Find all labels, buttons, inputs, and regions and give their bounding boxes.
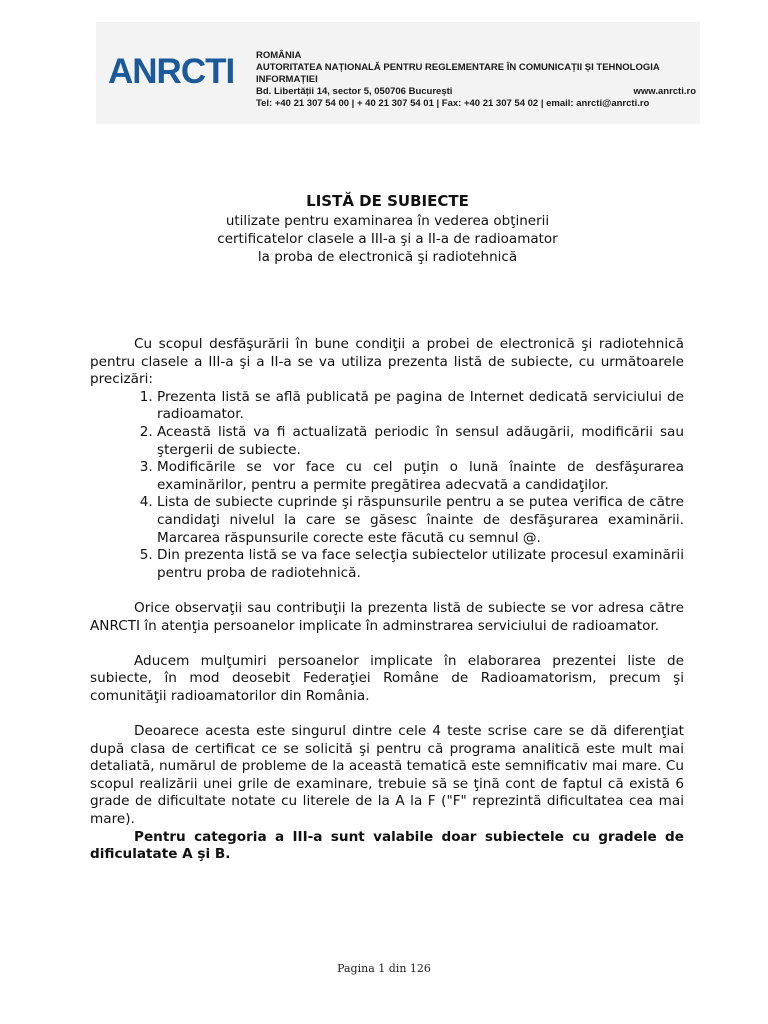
page-title: LISTĂ DE SUBIECTE — [306, 192, 469, 210]
precisions-list — [90, 389, 684, 583]
subtitle-line-1: utilizate pentru examinarea în vederea obţinerii — [225, 213, 550, 229]
anrcti-logo — [108, 52, 234, 92]
category-note: Pentru categoria a III-a sunt valabile doar subiectele cu gradele de dificulatate A şi B. — [90, 828, 684, 863]
page-number: Pagina 1 din 126 — [337, 962, 431, 975]
observations-paragraph: Orice observaţii sau contribuţii la prezenta listă de subiecte se vor adresa către ANRCTI în atenţia persoanelor implicate în adminstrarea serviciului de radioamator. — [90, 599, 684, 634]
subtitle-line-3: la proba de electronică şi radiotehnică — [257, 249, 518, 265]
title-block — [100, 192, 675, 266]
header-country: ROMÂNIA — [256, 50, 302, 61]
header-website: www.anrcti.ro — [633, 86, 696, 97]
header-contacts: Tel: +40 21 307 54 00 | + 40 21 307 54 01 | Fax: +40 21 307 54 02 | email: anrcti@anrcti.ro — [256, 98, 650, 109]
intro-paragraph: Cu scopul desfăşurării în bune condiţii a probei de electronică şi radiotehnică pentru clasele a III-a şi a II-a se va utiliza prezenta listă de subiecte, cu următoarele precizări: — [90, 336, 684, 388]
header-address: Bd. Libertății 14, sector 5, 050706 București — [256, 86, 453, 97]
thanks-paragraph: Aducem mulţumiri persoanelor implicate în elaborarea prezentei liste de subiecte, în mod deosebit Federaţiei Române de Radioamatorism, precum şi comunităţii radioamatorilor din România. — [90, 652, 684, 704]
subtitle-line-2: certificatelor clasele a III-a şi a II-a de radioamator — [217, 231, 558, 247]
document-body — [90, 336, 684, 864]
logo-text: ANRCTI — [108, 52, 235, 91]
header-authority: AUTORITATEA NAȚIONALĂ PENTRU REGLEMENTARE ÎN COMUNICAȚII ȘI TEHNOLOGIA INFORMAȚIEI — [256, 62, 660, 85]
list-item: 4. Lista de subiecte cuprinde şi răspunsurile pentru a se putea verifica de către candidaţi nivelul la care se găsesc înainte de desfăşurarea examinării. Marcarea răspunsurile corecte este făcută cu semnul @. — [157, 494, 684, 547]
list-item: 3. Modificările se vor face cu cel puţin o lună înainte de desfăşurarea examinărilor, pentru a permite pregătirea adecvată a candidaţilor. — [157, 459, 684, 494]
list-item: 5. Din prezenta listă se va face selecţia subiectelor utilizate procesul examinării pentru proba de radiotehnică. — [157, 547, 684, 582]
list-item: 2. Această listă va fi actualizată periodic în sensul adăugării, modificării sau ştergerii de subiecte. — [157, 424, 684, 459]
difficulty-paragraph: Deoarece acesta este singurul dintre cele 4 teste scrise care se dă diferenţiat după clasa de certificat ce se solicită şi pentru că programa analitică este mult mai detaliată, numărul de probleme de la această tematică este semnificativ mai mare. Cu scopul realizării unei grile de examinare, trebuie să se ţină cont de faptul că există 6 grade de dificultate notate cu literele de la A la F ("F" reprezintă dificultatea cea mai mare). — [90, 723, 684, 828]
letterhead-text — [256, 50, 696, 110]
letterhead — [96, 22, 700, 124]
list-item: 1. Prezenta listă se află publicată pe pagina de Internet dedicată serviciului de radioamator. — [157, 389, 684, 424]
